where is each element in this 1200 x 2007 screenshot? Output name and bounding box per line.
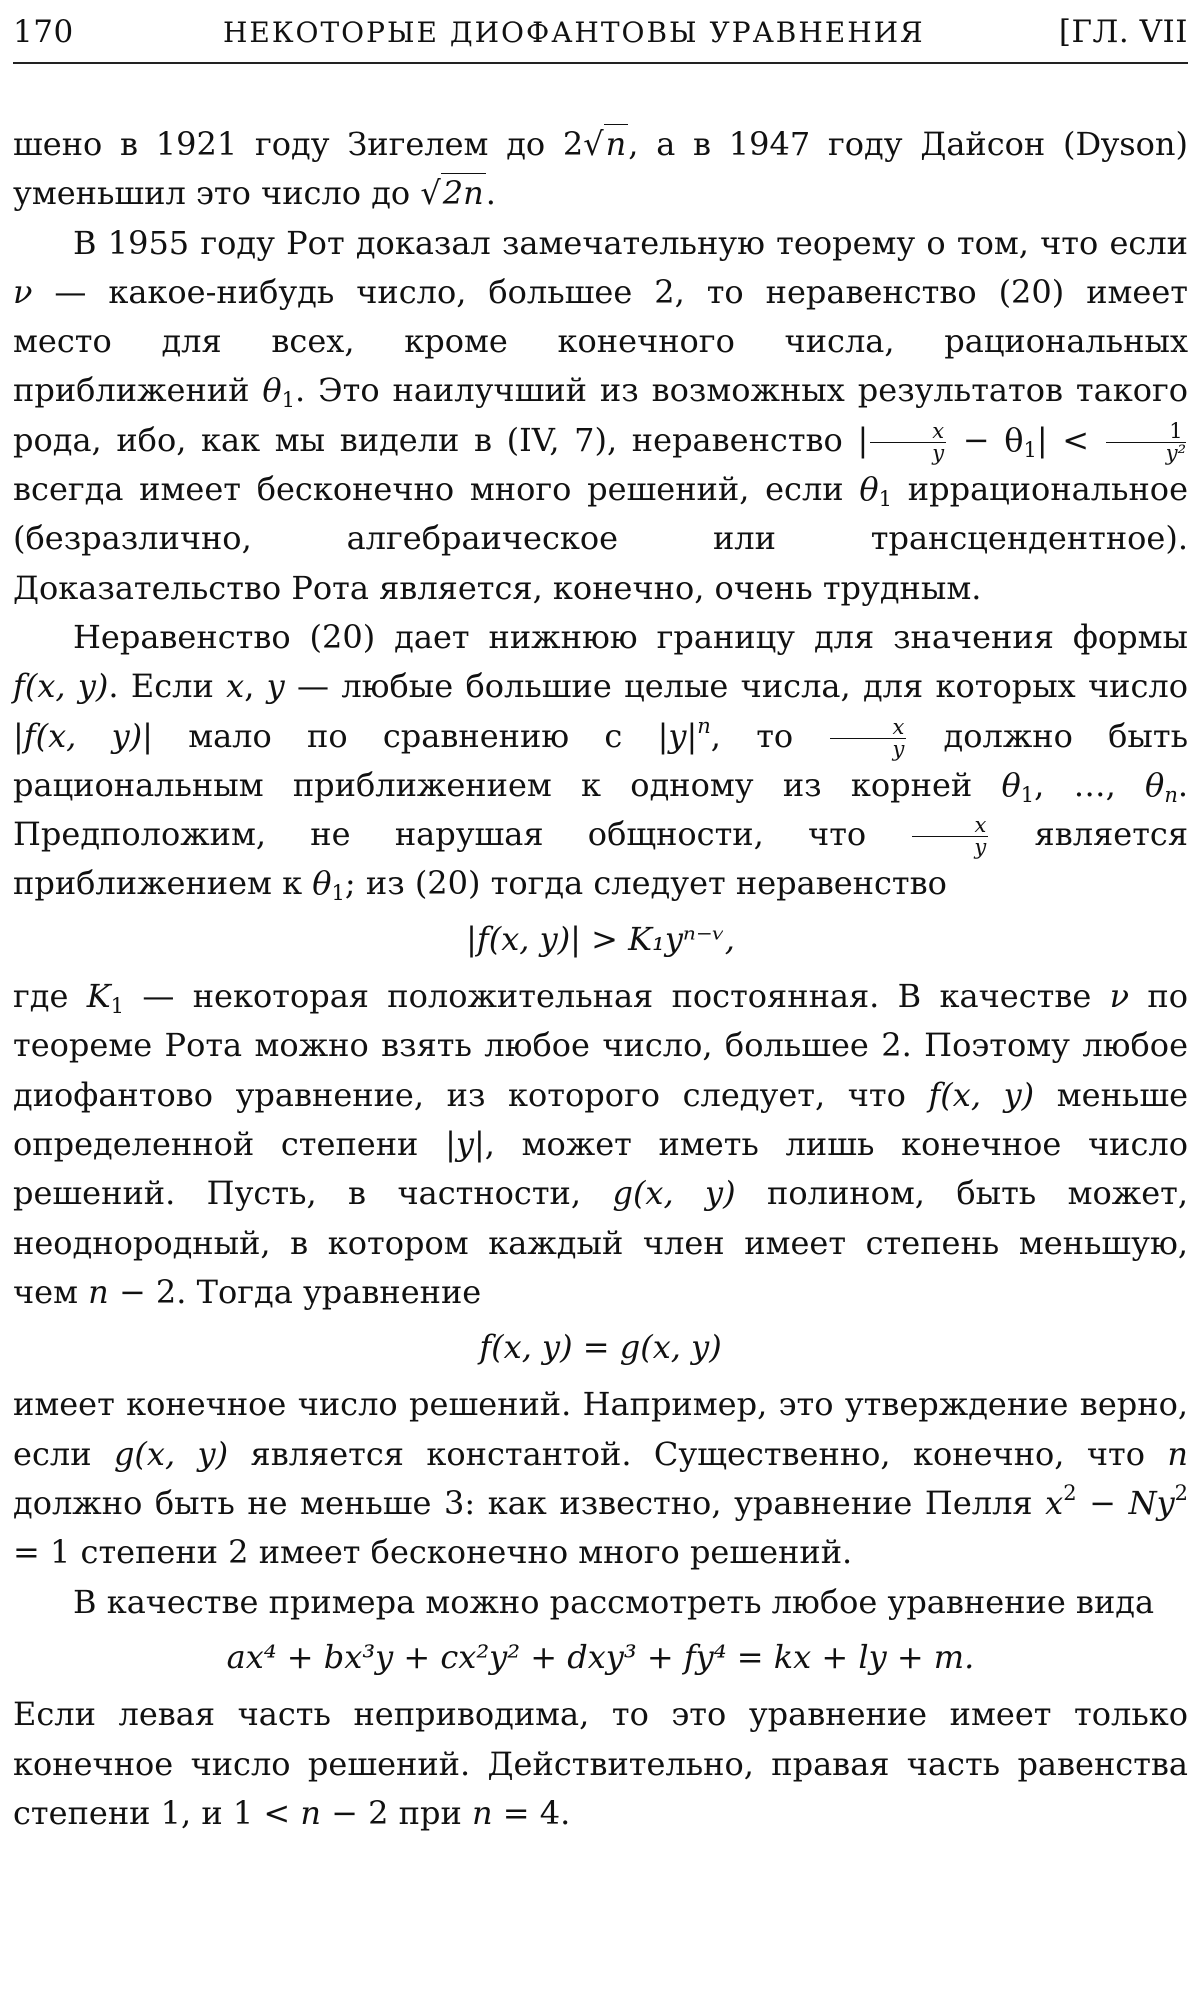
paragraph-5: имеет конечное число решений. Например, это утверждение верно, если g(x, y) является константой. Существенно, конечно, что n должно быть не меньше 3: как известно, уравнение Пелля $x^2 - Ny^2 = 1$ степени 2 имеет бесконечно много решений. [13, 1385, 1189, 1572]
sqrt-2n: √2n [420, 174, 484, 213]
fraction-x-over-y: $\frac{x}{y}$ [912, 815, 988, 858]
fraction-x-over-y: $\frac{x}{y}$ [830, 717, 906, 760]
paragraph-2: В 1955 году Рот доказал замечательную теорему о том, что если ν — какое-нибудь число, большее 2, то неравенство (20) имеет место для всех, кроме конечного числа, рациональных приближений $\theta_1$. Это наилучший из возможных результатов такого рода, ибо, как мы видели в (IV, 7), неравенство | $\frac{x}{y}$ − $\theta_1|$ < $\frac{1}{\text{y²}}$ всегда имеет бесконечно много решений, если $\theta_1$ иррациональное (безразлично, алгебраическое или трансцендентное). Доказательство Рота является, конечно, очень трудным. [13, 223, 1189, 607]
paragraph-1: шено в 1921 году Зигелем до 2√n, а в 1947 году Дайсон (Dyson) уменьшил это число до √2n. [13, 120, 1188, 219]
paragraph-7: Если левая часть неприводима, то это уравнение имеет только конечное число решений. Действительно, правая часть равенства степени 1, и 1 < n − 2 при n = 4. [13, 1695, 1188, 1832]
fraction-x-over-y: $\frac{x}{y}$ [870, 421, 946, 464]
fraction-1-over-y2: $\frac{1}{\text{y²}}$ [1106, 421, 1186, 464]
page-body [13, 120, 1188, 1838]
equation-2: f(x, y) = g(x, y) [479, 1328, 722, 1367]
equation-3: ax⁴ + bx³y + cx²y² + dxy³ + fy⁴ = kx + ly + m. [226, 1637, 975, 1676]
paragraph-6: В качестве примера можно рассмотреть любое уравнение вида [73, 1582, 1155, 1621]
paragraph-4: где $K_1$ — некоторая положительная постоянная. В качестве ν по теореме Рота можно взять любое число, большее 2. Поэтому любое диофантово уравнение, из которого следует, что f(x, y) меньше определенной степени |y|, может иметь лишь конечное число решений. Пусть, в частности, g(x, y) полином, быть может, неоднородный, в котором каждый член имеет степень меньшую, чем n − 2. Тогда уравнение [13, 977, 1189, 1311]
running-title: НЕКОТОРЫЕ ДИОФАНТОВЫ УРАВНЕНИЯ [223, 16, 925, 49]
equation-1: |f(x, y)| > K₁yⁿ⁻ᵛ, [466, 919, 735, 958]
chapter-label: [ГЛ. VII [1058, 14, 1188, 50]
running-header [13, 14, 1188, 62]
paragraph-3: Неравенство (20) дает нижнюю границу для значения формы f(x, y). Если x, y — любые большие целые числа, для которых число |f(x, y)| мало по сравнению с $|y|^n$, то $\frac{x}{y}$ должно быть рациональным приближением к одному из корней $\theta_1$, …, $\theta_n$. Предположим, не нарушая общности, что $\frac{x}{y}$ является приближением к $\theta_1$; из (20) тогда следует неравенство [13, 617, 1189, 906]
sqrt-n: √n [583, 125, 627, 163]
page-number: 170 [13, 14, 74, 50]
header-rule [13, 62, 1188, 64]
